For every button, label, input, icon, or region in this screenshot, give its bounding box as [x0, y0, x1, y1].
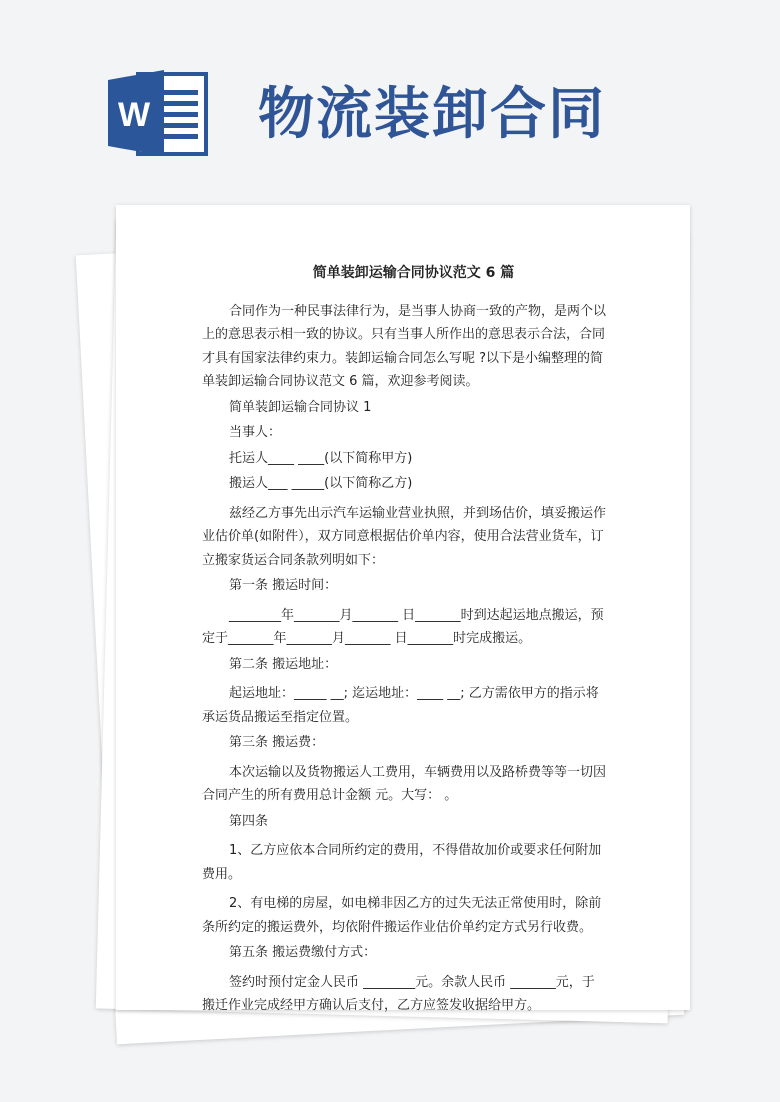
- article-1-body: ________年_______月_______ 日_______时到达起运地点搬运，预定于_______年_______月_______ 日_______时完成搬运。: [202, 607, 604, 646]
- article-4-clause-2: 2、有电梯的房屋，如电梯非因乙方的过失无法正常使用时，除前条所约定的搬运费外，均依附件搬运作业估价单约定方式另行收费。: [202, 896, 602, 935]
- article-2-body: 起运地址：_____ __; 迄运地址：____ __; 乙方需依甲方的指示将承运货品搬运至指定位置。: [202, 686, 599, 725]
- document-body: [202, 262, 607, 1020]
- article-1-title: 第一条 搬运时间：: [229, 578, 338, 593]
- article-2-title: 第二条 搬运地址：: [229, 656, 338, 672]
- parties-label: 当事人：: [229, 425, 282, 440]
- article-3-body: 本次运输以及货物搬运人工费用，车辆费用以及路桥费等等一切因合同产生的所有费用总计金额 元。大写： 。: [202, 764, 607, 803]
- article-4-clause-1: 1、乙方应依本合同所约定的费用，不得借故加价或要求任何附加费用。: [202, 843, 602, 882]
- agreement-title: 简单装卸运输合同协议 1: [229, 399, 372, 415]
- preamble-paragraph: 兹经乙方事先出示汽车运输业营业执照，并到场估价，填妥搬运作业估价单(如附件），双方同意根据估价单内容，使用合法营业货车，订立搬家货运合同条款列明如下：: [202, 505, 607, 568]
- word-document-icon: [108, 68, 208, 158]
- article-5-body: 签约时预付定金人民币 ________元。余款人民币 _______元，于搬迁作业完成经甲方确认后支付，乙方应签发收据给甲方。: [202, 974, 595, 1013]
- consignor-line: 托运人____ ____(以下简称甲方): [229, 450, 413, 466]
- carrier-line: 搬运人___ _____(以下简称乙方): [229, 476, 413, 491]
- intro-paragraph: 合同作为一种民事法律行为，是当事人协商一致的产物，是两个以上的意思表示相一致的协议。只有当事人所作出的意思表示合法，合同才具有国家法律约束力。装卸运输合同怎么写呢 ?以下是小编整理的简单装卸运输合同协议范文 6 篇，欢迎参考阅读。: [202, 303, 607, 389]
- page-header: [0, 0, 780, 200]
- word-icon-letter: W: [117, 96, 151, 134]
- page-title: 物流装卸合同: [258, 81, 606, 147]
- article-5-title: 第五条 搬运费缴付方式：: [229, 945, 377, 960]
- article-3-title: 第三条 搬运费：: [229, 735, 325, 750]
- article-4-title: 第四条: [229, 813, 269, 829]
- document-heading: 简单装卸运输合同协议范文 6 篇: [312, 265, 515, 281]
